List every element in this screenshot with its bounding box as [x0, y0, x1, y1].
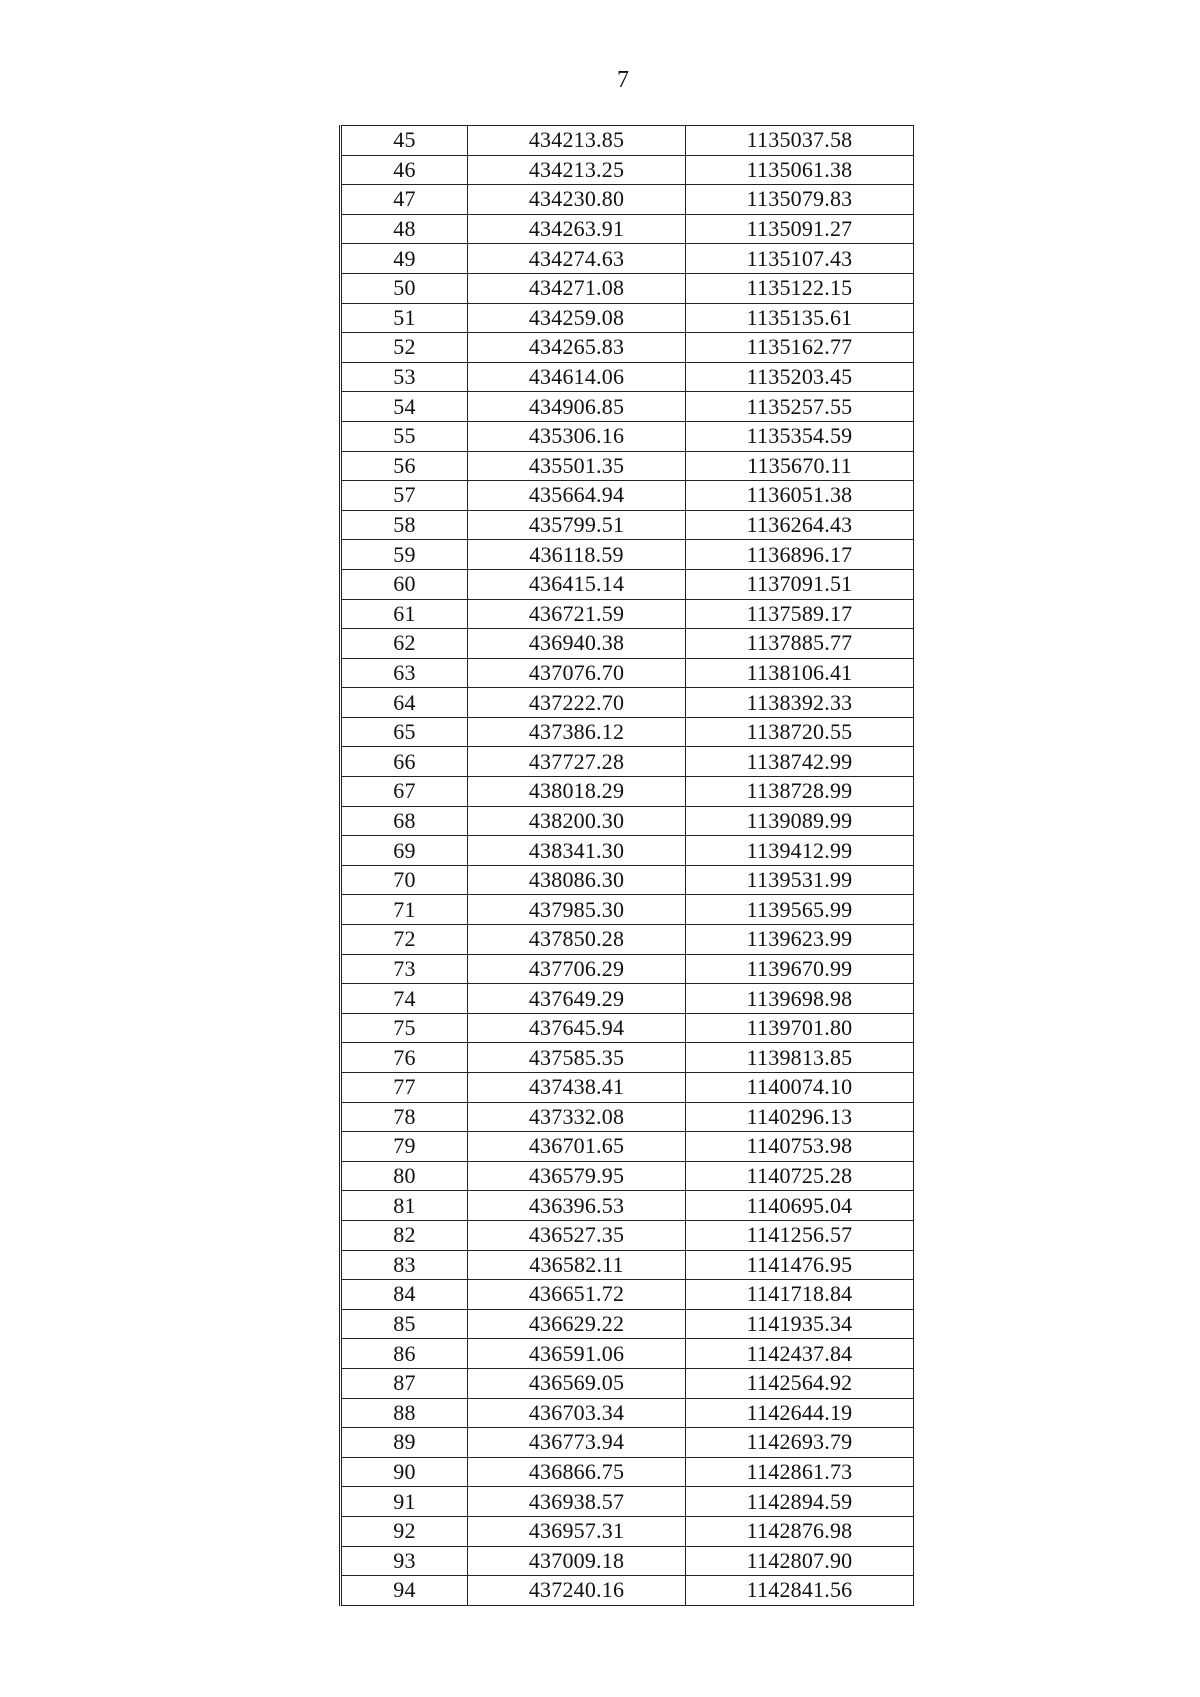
x-coordinate-cell: 437438.41 — [468, 1073, 686, 1103]
x-coordinate-cell: 436938.57 — [468, 1487, 686, 1517]
y-coordinate-cell: 1140753.98 — [686, 1132, 914, 1162]
point-number-cell: 84 — [341, 1280, 468, 1310]
x-coordinate-cell: 434213.25 — [468, 155, 686, 185]
y-coordinate-cell: 1142807.90 — [686, 1546, 914, 1576]
point-number-cell: 62 — [341, 629, 468, 659]
point-number-cell: 60 — [341, 569, 468, 599]
x-coordinate-cell: 435664.94 — [468, 481, 686, 511]
y-coordinate-cell: 1135079.83 — [686, 185, 914, 215]
table-row — [341, 126, 914, 156]
y-coordinate-cell: 1135091.27 — [686, 214, 914, 244]
point-number-cell: 52 — [341, 333, 468, 363]
x-coordinate-cell: 436396.53 — [468, 1191, 686, 1221]
point-number-cell: 83 — [341, 1250, 468, 1280]
table-row — [341, 1191, 914, 1221]
x-coordinate-cell: 436866.75 — [468, 1457, 686, 1487]
x-coordinate-cell: 438018.29 — [468, 777, 686, 807]
table-row — [341, 717, 914, 747]
coordinates-table-body — [341, 126, 914, 1606]
y-coordinate-cell: 1139701.80 — [686, 1013, 914, 1043]
coordinates-table — [339, 125, 914, 1606]
y-coordinate-cell: 1135107.43 — [686, 244, 914, 274]
x-coordinate-cell: 436569.05 — [468, 1368, 686, 1398]
y-coordinate-cell: 1138728.99 — [686, 777, 914, 807]
table-row — [341, 1132, 914, 1162]
point-number-cell: 77 — [341, 1073, 468, 1103]
x-coordinate-cell: 436773.94 — [468, 1428, 686, 1458]
table-row — [341, 214, 914, 244]
point-number-cell: 55 — [341, 421, 468, 451]
table-row — [341, 362, 914, 392]
y-coordinate-cell: 1135203.45 — [686, 362, 914, 392]
x-coordinate-cell: 436703.34 — [468, 1398, 686, 1428]
x-coordinate-cell: 436579.95 — [468, 1161, 686, 1191]
point-number-cell: 50 — [341, 273, 468, 303]
point-number-cell: 73 — [341, 954, 468, 984]
point-number-cell: 59 — [341, 540, 468, 570]
y-coordinate-cell: 1135162.77 — [686, 333, 914, 363]
point-number-cell: 54 — [341, 392, 468, 422]
x-coordinate-cell: 436701.65 — [468, 1132, 686, 1162]
point-number-cell: 71 — [341, 895, 468, 925]
x-coordinate-cell: 436629.22 — [468, 1309, 686, 1339]
table-row — [341, 155, 914, 185]
point-number-cell: 94 — [341, 1576, 468, 1606]
point-number-cell: 47 — [341, 185, 468, 215]
table-row — [341, 658, 914, 688]
x-coordinate-cell: 434230.80 — [468, 185, 686, 215]
point-number-cell: 58 — [341, 510, 468, 540]
x-coordinate-cell: 436591.06 — [468, 1339, 686, 1369]
table-row — [341, 540, 914, 570]
y-coordinate-cell: 1141476.95 — [686, 1250, 914, 1280]
y-coordinate-cell: 1139670.99 — [686, 954, 914, 984]
y-coordinate-cell: 1142564.92 — [686, 1368, 914, 1398]
y-coordinate-cell: 1135670.11 — [686, 451, 914, 481]
y-coordinate-cell: 1138742.99 — [686, 747, 914, 777]
x-coordinate-cell: 437332.08 — [468, 1102, 686, 1132]
point-number-cell: 48 — [341, 214, 468, 244]
y-coordinate-cell: 1139813.85 — [686, 1043, 914, 1073]
x-coordinate-cell: 437386.12 — [468, 717, 686, 747]
point-number-cell: 88 — [341, 1398, 468, 1428]
page-number: 7 — [617, 67, 629, 93]
table-row — [341, 1576, 914, 1606]
x-coordinate-cell: 434259.08 — [468, 303, 686, 333]
y-coordinate-cell: 1139412.99 — [686, 836, 914, 866]
y-coordinate-cell: 1139089.99 — [686, 806, 914, 836]
y-coordinate-cell: 1137589.17 — [686, 599, 914, 629]
y-coordinate-cell: 1140725.28 — [686, 1161, 914, 1191]
table-row — [341, 1339, 914, 1369]
y-coordinate-cell: 1135061.38 — [686, 155, 914, 185]
point-number-cell: 80 — [341, 1161, 468, 1191]
point-number-cell: 63 — [341, 658, 468, 688]
x-coordinate-cell: 434213.85 — [468, 126, 686, 156]
x-coordinate-cell: 436527.35 — [468, 1220, 686, 1250]
point-number-cell: 65 — [341, 717, 468, 747]
table-row — [341, 1013, 914, 1043]
table-row — [341, 1428, 914, 1458]
x-coordinate-cell: 437240.16 — [468, 1576, 686, 1606]
table-row — [341, 954, 914, 984]
point-number-cell: 67 — [341, 777, 468, 807]
point-number-cell: 75 — [341, 1013, 468, 1043]
x-coordinate-cell: 435501.35 — [468, 451, 686, 481]
y-coordinate-cell: 1142841.56 — [686, 1576, 914, 1606]
point-number-cell: 61 — [341, 599, 468, 629]
x-coordinate-cell: 436651.72 — [468, 1280, 686, 1310]
y-coordinate-cell: 1136264.43 — [686, 510, 914, 540]
point-number-cell: 87 — [341, 1368, 468, 1398]
y-coordinate-cell: 1135135.61 — [686, 303, 914, 333]
table-row — [341, 303, 914, 333]
table-row — [341, 392, 914, 422]
y-coordinate-cell: 1135354.59 — [686, 421, 914, 451]
table-row — [341, 836, 914, 866]
point-number-cell: 85 — [341, 1309, 468, 1339]
y-coordinate-cell: 1140695.04 — [686, 1191, 914, 1221]
y-coordinate-cell: 1138392.33 — [686, 688, 914, 718]
y-coordinate-cell: 1139698.98 — [686, 984, 914, 1014]
table-row — [341, 1368, 914, 1398]
point-number-cell: 68 — [341, 806, 468, 836]
y-coordinate-cell: 1141256.57 — [686, 1220, 914, 1250]
table-row — [341, 1309, 914, 1339]
point-number-cell: 76 — [341, 1043, 468, 1073]
x-coordinate-cell: 436415.14 — [468, 569, 686, 599]
table-row — [341, 1043, 914, 1073]
table-row — [341, 481, 914, 511]
x-coordinate-cell: 437649.29 — [468, 984, 686, 1014]
table-row — [341, 688, 914, 718]
y-coordinate-cell: 1142876.98 — [686, 1516, 914, 1546]
x-coordinate-cell: 437727.28 — [468, 747, 686, 777]
table-row — [341, 421, 914, 451]
y-coordinate-cell: 1135257.55 — [686, 392, 914, 422]
point-number-cell: 69 — [341, 836, 468, 866]
y-coordinate-cell: 1137885.77 — [686, 629, 914, 659]
x-coordinate-cell: 434263.91 — [468, 214, 686, 244]
y-coordinate-cell: 1135037.58 — [686, 126, 914, 156]
x-coordinate-cell: 437850.28 — [468, 925, 686, 955]
table-row — [341, 1220, 914, 1250]
table-row — [341, 1546, 914, 1576]
y-coordinate-cell: 1138106.41 — [686, 658, 914, 688]
table-row — [341, 1250, 914, 1280]
x-coordinate-cell: 437076.70 — [468, 658, 686, 688]
x-coordinate-cell: 434614.06 — [468, 362, 686, 392]
table-row — [341, 1102, 914, 1132]
y-coordinate-cell: 1142644.19 — [686, 1398, 914, 1428]
x-coordinate-cell: 438200.30 — [468, 806, 686, 836]
table-row — [341, 777, 914, 807]
x-coordinate-cell: 438086.30 — [468, 865, 686, 895]
point-number-cell: 57 — [341, 481, 468, 511]
y-coordinate-cell: 1139531.99 — [686, 865, 914, 895]
point-number-cell: 86 — [341, 1339, 468, 1369]
y-coordinate-cell: 1138720.55 — [686, 717, 914, 747]
point-number-cell: 64 — [341, 688, 468, 718]
table-row — [341, 273, 914, 303]
point-number-cell: 66 — [341, 747, 468, 777]
table-row — [341, 895, 914, 925]
x-coordinate-cell: 437985.30 — [468, 895, 686, 925]
point-number-cell: 72 — [341, 925, 468, 955]
x-coordinate-cell: 437706.29 — [468, 954, 686, 984]
x-coordinate-cell: 437009.18 — [468, 1546, 686, 1576]
point-number-cell: 70 — [341, 865, 468, 895]
y-coordinate-cell: 1142861.73 — [686, 1457, 914, 1487]
table-row — [341, 333, 914, 363]
table-row — [341, 747, 914, 777]
table-row — [341, 244, 914, 274]
table-row — [341, 806, 914, 836]
y-coordinate-cell: 1141718.84 — [686, 1280, 914, 1310]
x-coordinate-cell: 437645.94 — [468, 1013, 686, 1043]
y-coordinate-cell: 1142693.79 — [686, 1428, 914, 1458]
y-coordinate-cell: 1140074.10 — [686, 1073, 914, 1103]
point-number-cell: 79 — [341, 1132, 468, 1162]
point-number-cell: 92 — [341, 1516, 468, 1546]
table-row — [341, 1280, 914, 1310]
point-number-cell: 91 — [341, 1487, 468, 1517]
table-row — [341, 1398, 914, 1428]
x-coordinate-cell: 434906.85 — [468, 392, 686, 422]
y-coordinate-cell: 1139623.99 — [686, 925, 914, 955]
y-coordinate-cell: 1142437.84 — [686, 1339, 914, 1369]
y-coordinate-cell: 1135122.15 — [686, 273, 914, 303]
table-row — [341, 1487, 914, 1517]
table-row — [341, 599, 914, 629]
table-row — [341, 865, 914, 895]
x-coordinate-cell: 436582.11 — [468, 1250, 686, 1280]
point-number-cell: 93 — [341, 1546, 468, 1576]
x-coordinate-cell: 437585.35 — [468, 1043, 686, 1073]
point-number-cell: 45 — [341, 126, 468, 156]
point-number-cell: 56 — [341, 451, 468, 481]
table-row — [341, 1516, 914, 1546]
table-row — [341, 1161, 914, 1191]
y-coordinate-cell: 1140296.13 — [686, 1102, 914, 1132]
x-coordinate-cell: 437222.70 — [468, 688, 686, 718]
x-coordinate-cell: 436721.59 — [468, 599, 686, 629]
table-row — [341, 185, 914, 215]
x-coordinate-cell: 434274.63 — [468, 244, 686, 274]
point-number-cell: 81 — [341, 1191, 468, 1221]
point-number-cell: 82 — [341, 1220, 468, 1250]
x-coordinate-cell: 436940.38 — [468, 629, 686, 659]
point-number-cell: 46 — [341, 155, 468, 185]
table-row — [341, 510, 914, 540]
x-coordinate-cell: 434271.08 — [468, 273, 686, 303]
table-row — [341, 925, 914, 955]
point-number-cell: 89 — [341, 1428, 468, 1458]
table-row — [341, 1457, 914, 1487]
point-number-cell: 90 — [341, 1457, 468, 1487]
table-row — [341, 984, 914, 1014]
y-coordinate-cell: 1141935.34 — [686, 1309, 914, 1339]
x-coordinate-cell: 438341.30 — [468, 836, 686, 866]
point-number-cell: 49 — [341, 244, 468, 274]
table-row — [341, 629, 914, 659]
point-number-cell: 51 — [341, 303, 468, 333]
table-row — [341, 451, 914, 481]
x-coordinate-cell: 436118.59 — [468, 540, 686, 570]
point-number-cell: 74 — [341, 984, 468, 1014]
point-number-cell: 78 — [341, 1102, 468, 1132]
y-coordinate-cell: 1136051.38 — [686, 481, 914, 511]
y-coordinate-cell: 1136896.17 — [686, 540, 914, 570]
point-number-cell: 53 — [341, 362, 468, 392]
y-coordinate-cell: 1142894.59 — [686, 1487, 914, 1517]
x-coordinate-cell: 436957.31 — [468, 1516, 686, 1546]
y-coordinate-cell: 1137091.51 — [686, 569, 914, 599]
x-coordinate-cell: 435306.16 — [468, 421, 686, 451]
x-coordinate-cell: 435799.51 — [468, 510, 686, 540]
x-coordinate-cell: 434265.83 — [468, 333, 686, 363]
table-row — [341, 569, 914, 599]
y-coordinate-cell: 1139565.99 — [686, 895, 914, 925]
table-row — [341, 1073, 914, 1103]
